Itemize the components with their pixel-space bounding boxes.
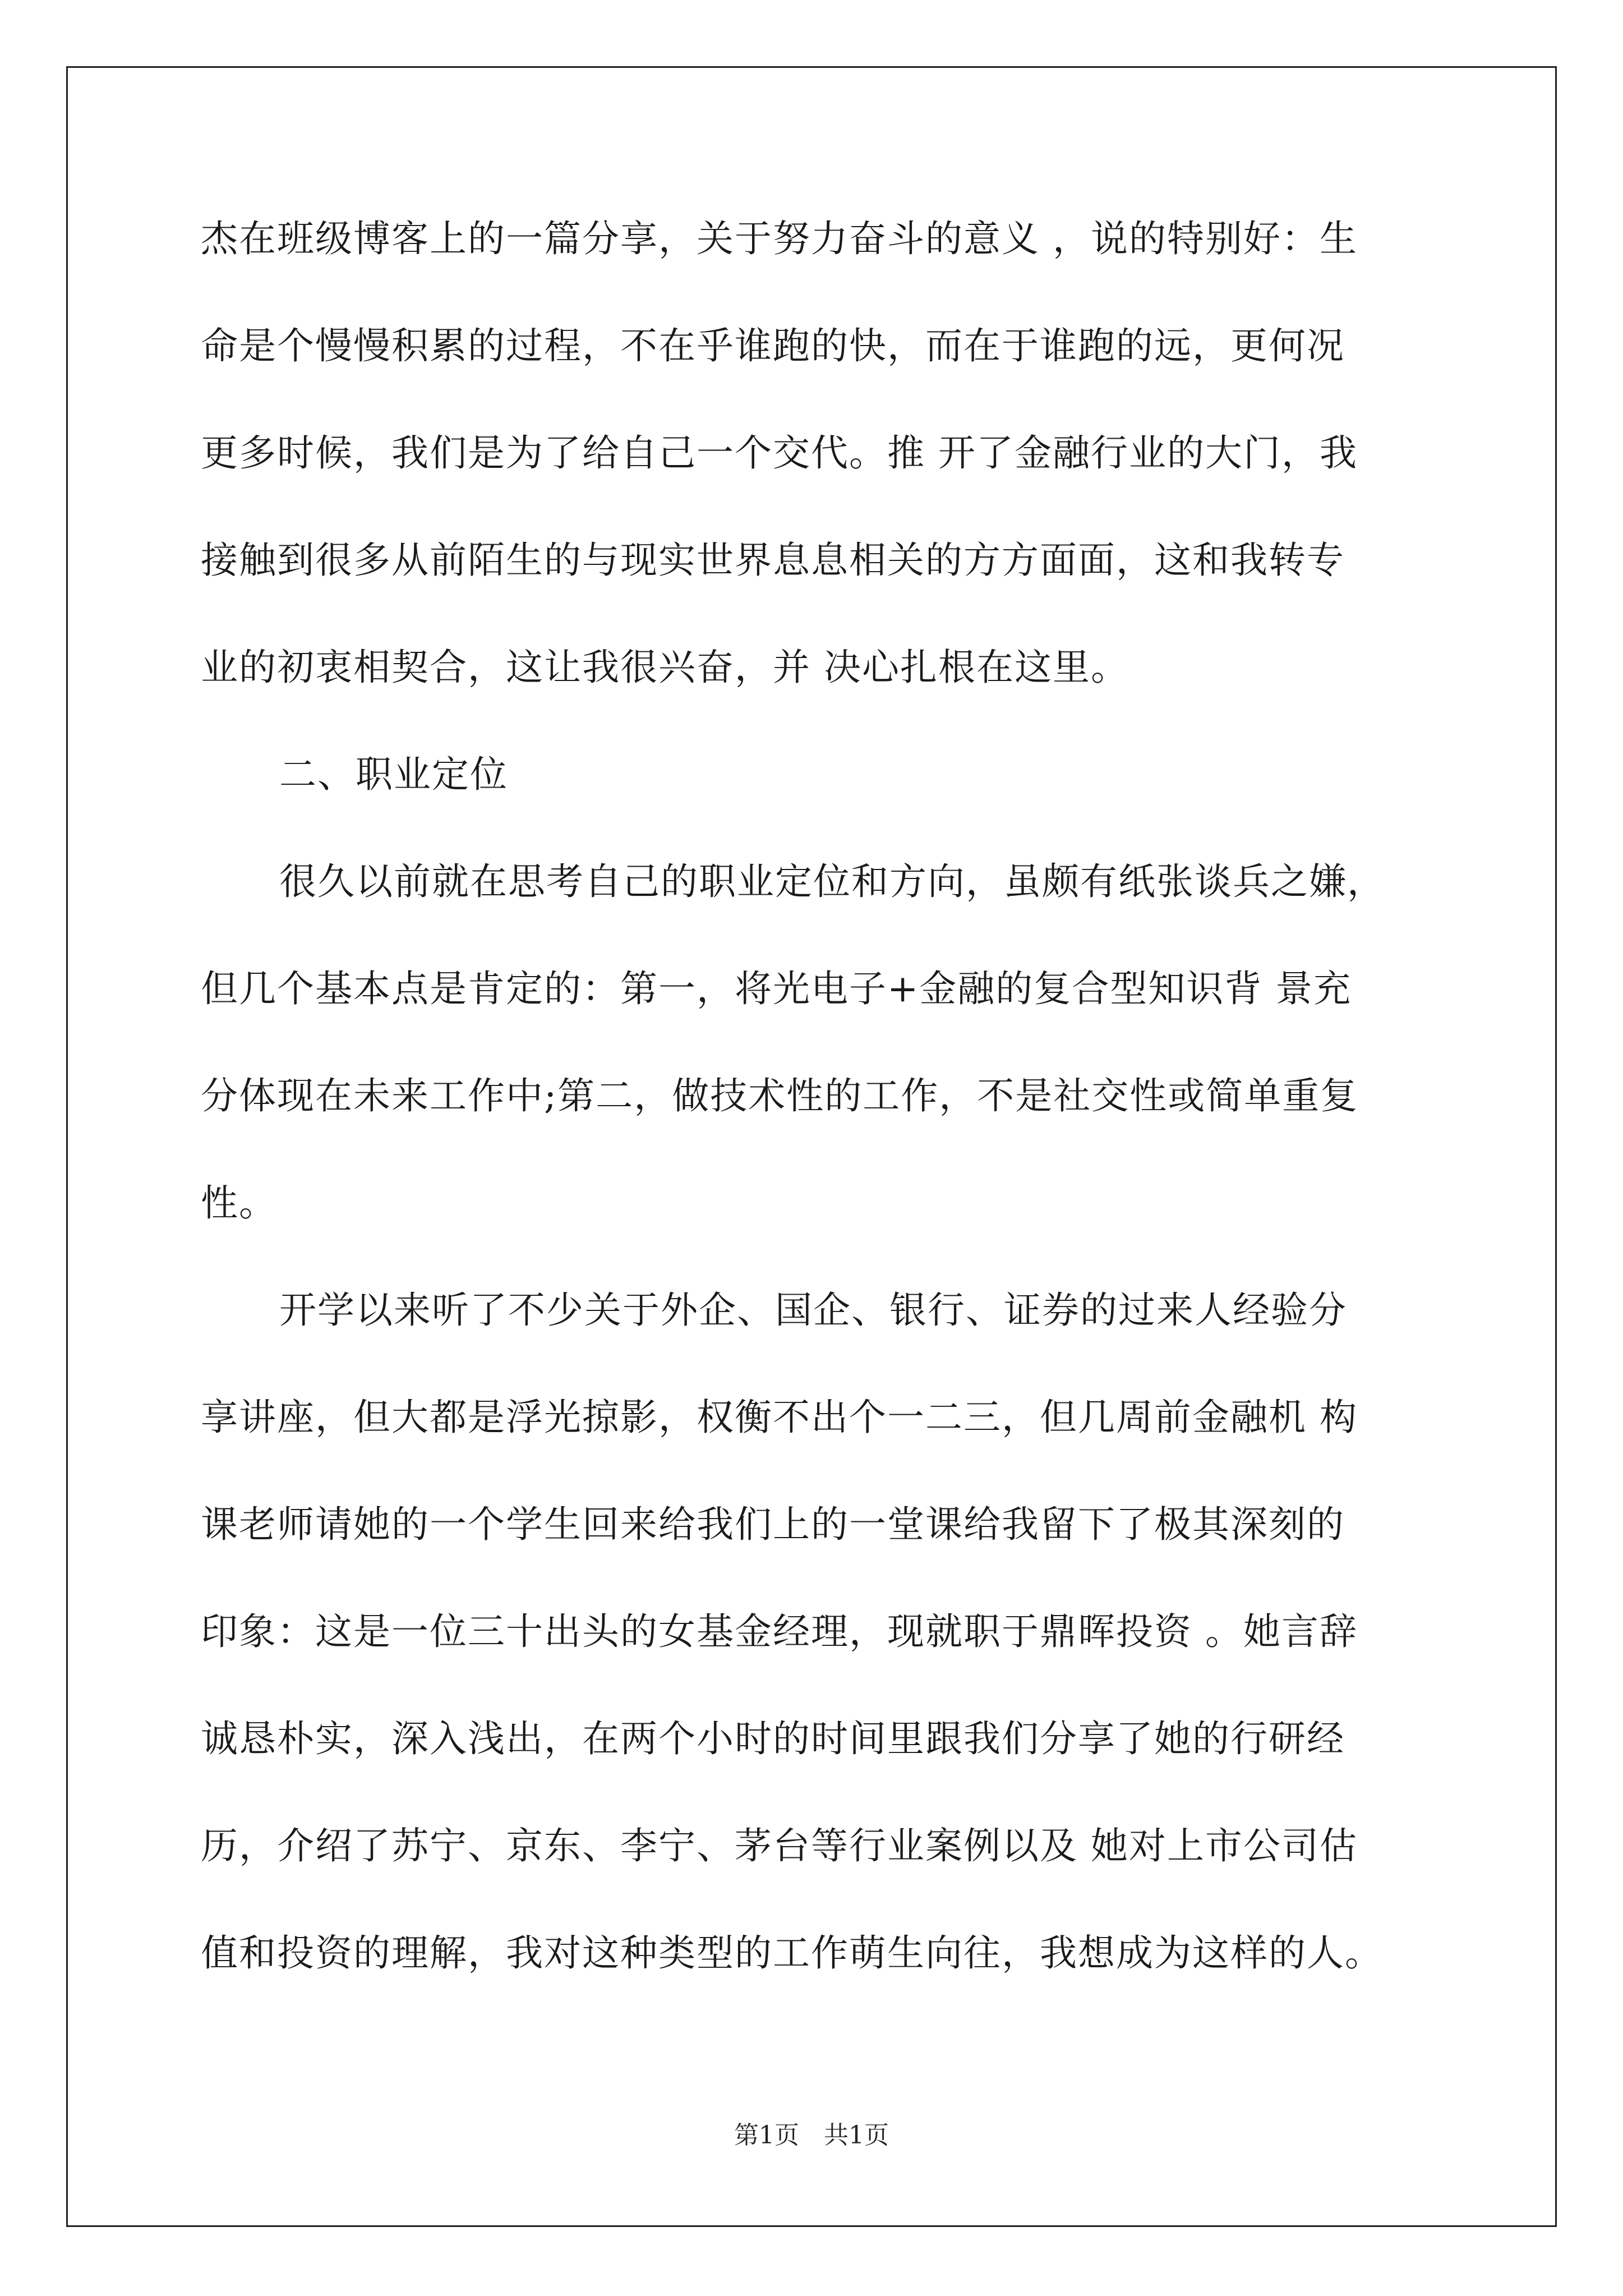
text-line: 很久以前就在思考自己的职业定位和方向，虽颇有纸张谈兵之嫌，: [279, 860, 1385, 903]
document-body: [201, 209, 1435, 2030]
text-line: 值和投资的理解，我对这种类型的工作萌生向往，我想成为这样的人。: [201, 1931, 1383, 1975]
text-line: 分体现在未来工作中;第二，做技术性的工作，不是社交性或简单重复: [201, 1074, 1359, 1117]
text-line: 历，介绍了苏宁、京东、李宁、茅台等行业案例以及 她对上市公司估: [201, 1824, 1358, 1867]
text-line: 开学以来听了不少关于外企、国企、银行、证券的过来人经验分: [279, 1289, 1347, 1332]
text-line: 接触到很多从前陌生的与现实世界息息相关的方方面面，这和我转专: [201, 539, 1345, 582]
page-number: 第1页 共1页: [734, 2121, 889, 2150]
text-line: 印象：这是一位三十出头的女基金经理，现就职于鼎晖投资 。她言辞: [201, 1610, 1358, 1653]
text-line: 杰在班级博客上的一篇分享，关于努力奋斗的意义 ，说的特别好：生: [201, 217, 1358, 260]
section-heading: 二、职业定位: [279, 753, 508, 796]
text-line: 但几个基本点是肯定的：第一，将光电子+金融的复合型知识背 景充: [201, 967, 1352, 1010]
text-line: 更多时候，我们是为了给自己一个交代。推 开了金融行业的大门，我: [201, 431, 1358, 475]
text-line: 业的初衷相契合，这让我很兴奋，并 决心扎根在这里。: [201, 646, 1129, 689]
text-line: 诚恳朴实，深入浅出，在两个小时的时间里跟我们分享了她的行研经: [201, 1717, 1345, 1760]
text-line: 课老师请她的一个学生回来给我们上的一堂课给我留下了极其深刻的: [201, 1503, 1345, 1546]
text-line: 性。: [201, 1181, 277, 1225]
text-line: 命是个慢慢积累的过程，不在乎谁跑的快，而在于谁跑的远，更何况: [201, 324, 1345, 367]
page-footer: [0, 2115, 1623, 2151]
text-line: 享讲座，但大都是浮光掠影，权衡不出个一二三，但几周前金融机 构: [201, 1396, 1358, 1439]
